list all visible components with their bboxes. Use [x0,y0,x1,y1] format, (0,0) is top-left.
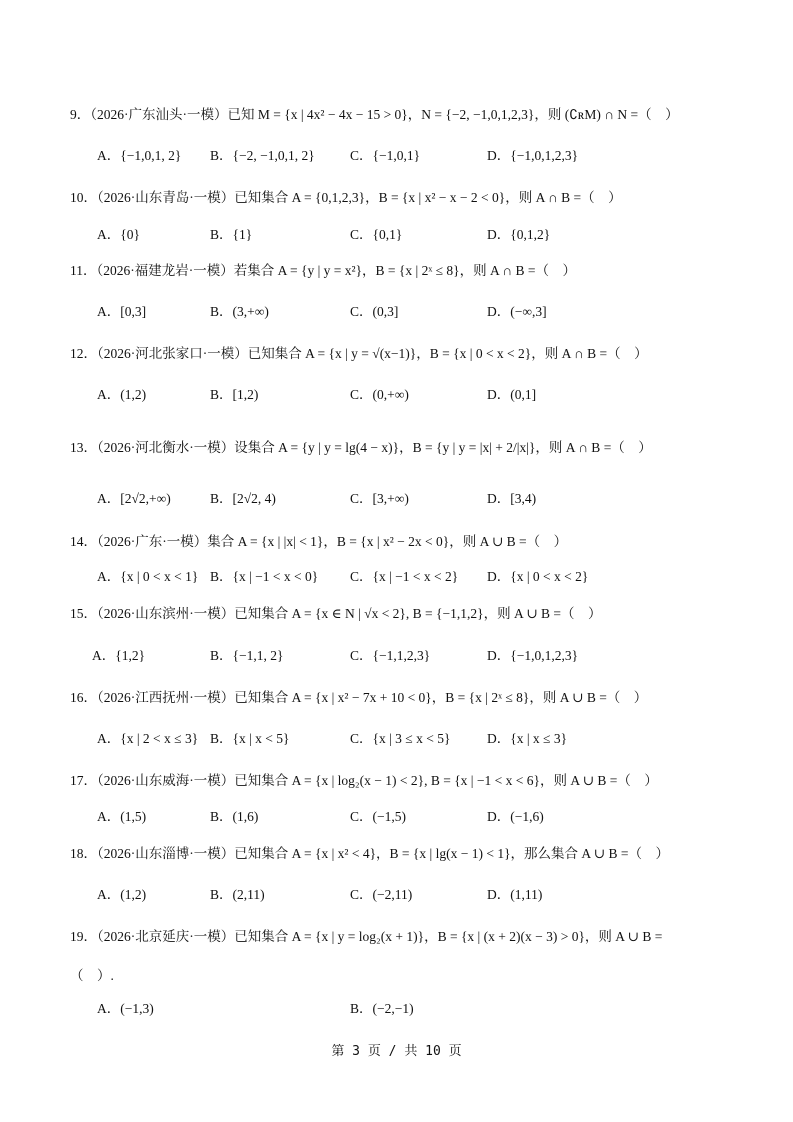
answer-option: A．{0} [97,227,140,242]
answer-option: C．(0,3] [350,304,399,319]
answer-option: B．(3,+∞) [210,304,269,319]
question-stem: 12．（2026·河北张家口·一模）已知集合 A = {x | y = √(x−1)}，B = {x | 0 < x < 2}，则 A ∩ B =（ ） [70,346,648,361]
answer-option: D．(0,1] [487,387,537,402]
answer-option: C．{x | −1 < x < 2} [350,569,459,584]
answer-option: D．{−1,0,1,2,3} [487,148,579,163]
answer-option: A．[0,3] [97,304,147,319]
answer-option: C．{−1,1,2,3} [350,648,431,663]
answer-option: D．{x | 0 < x < 2} [487,569,589,584]
answer-option: C．(−1,5) [350,809,406,824]
answer-option: B．{x | x < 5} [210,731,290,746]
answer-option: D．[3,4) [487,491,537,506]
answer-option: D．{0,1,2} [487,227,551,242]
answer-option: B．(2,11) [210,887,265,902]
page-footer: 第 3 页 / 共 10 页 [331,1044,462,1059]
question-stem: 10．（2026·山东青岛·一模）已知集合 A = {0,1,2,3}，B = {x | x² − x − 2 < 0}，则 A ∩ B =（ ） [70,190,622,205]
question-stem-continuation: （ ）. [70,968,114,983]
answer-option: A．{x | 2 < x ≤ 3} [97,731,199,746]
answer-option: B．{1} [210,227,253,242]
answer-option: B．(−2,−1) [350,1001,414,1016]
answer-option: D．{−1,0,1,2,3} [487,648,579,663]
question-stem: 15．（2026·山东滨州·一模）已知集合 A = {x ∈ N | √x < 2}, B = {−1,1,2}，则 A ∪ B =（ ） [70,606,602,621]
answer-option: A．(−1,3) [97,1001,154,1016]
question-stem: 11．（2026·福建龙岩·一模）若集合 A = {y | y = x²}，B = {x | 2ˣ ≤ 8}，则 A ∩ B =（ ） [70,263,577,278]
answer-option: B．[1,2) [210,387,259,402]
question-stem: 14．（2026·广东·一模）集合 A = {x | |x| < 1}，B = {x | x² − 2x < 0}，则 A ∪ B =（ ） [70,534,568,549]
question-stem: 18．（2026·山东淄博·一模）已知集合 A = {x | x² < 4}，B = {x | lg(x − 1) < 1}，那么集合 A ∪ B =（ ） [70,846,669,861]
question-stem: 17．（2026·山东威海·一模）已知集合 A = {x | log₂(x − 1) < 2}, B = {x | −1 < x < 6}，则 A ∪ B =（ ） [70,773,658,788]
answer-option: D．{x | x ≤ 3} [487,731,568,746]
answer-option: D．(1,11) [487,887,543,902]
answer-option: A．{1,2} [92,648,146,663]
answer-option: A．{x | 0 < x < 1} [97,569,199,584]
answer-option: A．[2√2,+∞) [97,491,171,506]
answer-option: C．{−1,0,1} [350,148,421,163]
answer-option: B．(1,6) [210,809,259,824]
answer-option: B．{x | −1 < x < 0} [210,569,319,584]
answer-option: B．{−1,1, 2} [210,648,284,663]
answer-option: A．(1,5) [97,809,147,824]
answer-option: B．[2√2, 4) [210,491,276,506]
answer-option: A．{−1,0,1, 2} [97,148,182,163]
question-stem: 9．（2026·广东汕头·一模）已知 M = {x | 4x² − 4x − 15 > 0}，N = {−2, −1,0,1,2,3}，则 (∁ʀM) ∩ N =（ ） [70,107,679,122]
question-stem: 19．（2026·北京延庆·一模）已知集合 A = {x | y = log₂(x + 1)}，B = {x | (x + 2)(x − 3) > 0}，则 A ∪ B = [70,929,663,944]
answer-option: C．{x | 3 ≤ x < 5} [350,731,451,746]
answer-option: C．(−2,11) [350,887,413,902]
answer-option: A．(1,2) [97,887,147,902]
answer-option: C．{0,1} [350,227,403,242]
answer-option: A．(1,2) [97,387,147,402]
answer-option: D．(−∞,3] [487,304,547,319]
answer-option: C．[3,+∞) [350,491,409,506]
question-stem: 13．（2026·河北衡水·一模）设集合 A = {y | y = lg(4 − x)}，B = {y | y = |x| + 2/|x|}，则 A ∩ B =（ ） [70,440,652,455]
answer-option: C．(0,+∞) [350,387,409,402]
question-stem: 16．（2026·江西抚州·一模）已知集合 A = {x | x² − 7x + 10 < 0}，B = {x | 2ˣ ≤ 8}，则 A ∪ B =（ ） [70,690,648,705]
answer-option: D．(−1,6) [487,809,544,824]
answer-option: B．{−2, −1,0,1, 2} [210,148,315,163]
